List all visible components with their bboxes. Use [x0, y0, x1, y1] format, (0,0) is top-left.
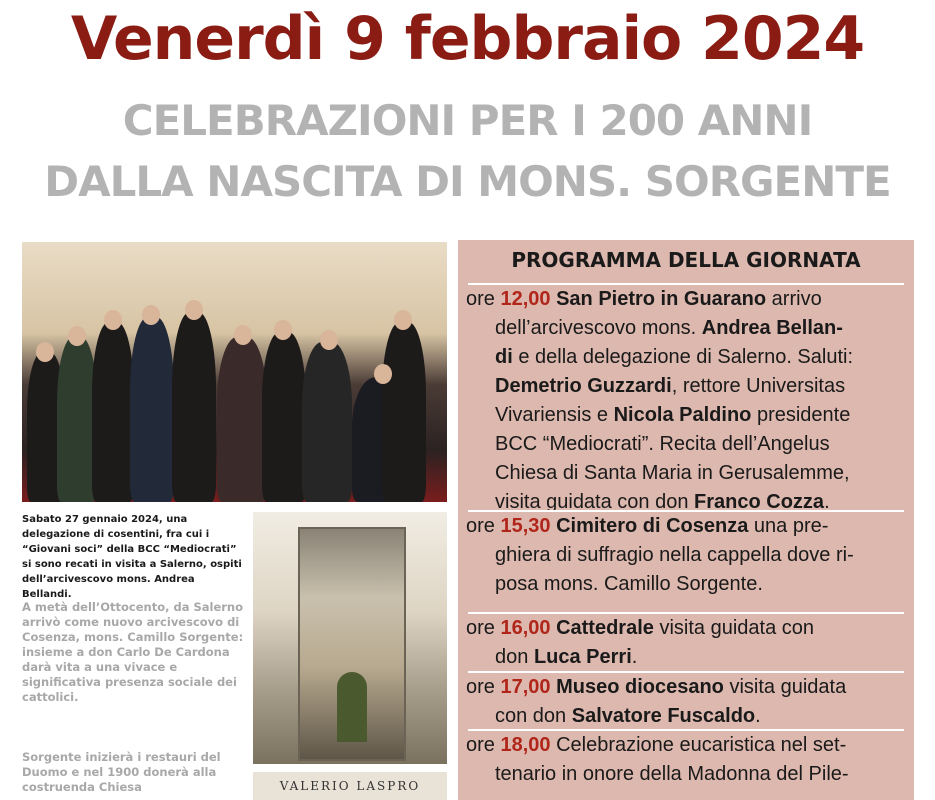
program-entry-line	[466, 343, 906, 372]
program-entry-line	[466, 285, 906, 314]
program-text: .	[824, 491, 830, 513]
program-entry	[466, 614, 906, 672]
program-entry-line	[466, 401, 906, 430]
program-time: 15,30	[500, 515, 557, 537]
program-separator	[468, 612, 904, 614]
altar-photo	[253, 512, 447, 764]
program-text: dell’arcivescovo mons.	[495, 317, 702, 339]
program-time-prefix: ore	[466, 617, 501, 639]
program-text: posa mons. Camillo Sorgente.	[495, 573, 763, 595]
program-entry-line	[466, 760, 906, 789]
subtitle-line-2: DALLA NASCITA DI MONS. SORGENTE	[44, 157, 891, 206]
program-text: una pre-	[748, 515, 829, 537]
program-entry	[466, 512, 906, 599]
program-text: arrivo	[766, 288, 822, 310]
date-headline: Venerdì 9 febbraio 2024	[70, 4, 865, 74]
program-text: Salvatore Fuscaldo	[571, 705, 756, 727]
program-entry	[466, 731, 906, 789]
program-entry-line	[466, 430, 906, 459]
program-text: visita guidata con	[653, 617, 814, 639]
program-text: presidente	[751, 404, 851, 426]
portrait-label: VALERIO LASPRO	[279, 779, 421, 793]
program-text: visita guidata	[723, 676, 847, 698]
program-entry	[466, 285, 906, 517]
program-text: Luca Perri	[533, 646, 632, 668]
program-entry-line	[466, 459, 906, 488]
program-time: 12,00	[500, 288, 557, 310]
program-title: PROGRAMMA DELLA GIORNATA	[511, 248, 861, 272]
subtitle-line-1: CELEBRAZIONI PER I 200 ANNI	[122, 96, 813, 145]
program-text: Museo diocesano	[556, 676, 724, 698]
program-time-prefix: ore	[466, 734, 501, 756]
program-text: Celebrazione eucaristica nel set-	[556, 734, 847, 756]
program-text: , rettore Universitas	[671, 375, 846, 397]
program-text: visita guidata con don	[495, 491, 695, 513]
program-text: con don	[495, 705, 572, 727]
group-photo	[22, 242, 447, 502]
program-entry-line	[466, 512, 906, 541]
photo-caption: Sabato 27 gennaio 2024, una delegazione di cosentini, fra cui i “Giovani soci” della BCC “Mediocrati” si sono recati in visita a Salerno, ospiti dell’arcivescovo mons. Andrea Bellandi.	[22, 514, 242, 600]
program-text: Cattedrale	[556, 617, 654, 639]
program-separator	[468, 729, 904, 731]
program-text: di	[495, 346, 513, 368]
program-entry-line	[466, 702, 906, 731]
portrait-photo	[253, 772, 447, 800]
program-time-prefix: ore	[466, 676, 501, 698]
program-time: 16,00	[500, 617, 557, 639]
program-text: don	[495, 646, 534, 668]
program-time-prefix: ore	[466, 515, 501, 537]
program-entry-line	[466, 372, 906, 401]
program-entry-line	[466, 643, 906, 672]
program-text: e della delegazione di Salerno. Saluti:	[512, 346, 854, 368]
body-paragraph-2: Sorgente inizierà i restauri del Duomo e nel 1900 donerà alla costruenda Chiesa	[22, 750, 221, 794]
program-time-prefix: ore	[466, 288, 501, 310]
program-text: Vivariensis e	[495, 404, 614, 426]
program-text: .	[755, 705, 761, 727]
program-text: Franco Cozza	[694, 491, 825, 513]
program-entry-line	[466, 314, 906, 343]
program-text: ghiera di suffragio nella cappella dove ri-	[495, 544, 854, 566]
program-entry	[466, 673, 906, 731]
program-text: tenario in onore della Madonna del Pile-	[495, 763, 849, 785]
program-text: BCC “Mediocrati”. Recita dell’Angelus	[495, 433, 830, 455]
program-entry-line	[466, 614, 906, 643]
program-text: .	[631, 646, 638, 668]
program-entry-line	[466, 541, 906, 570]
program-entry-line	[466, 673, 906, 702]
program-text: Cimitero di Cosenza	[556, 515, 749, 537]
program-text: Nicola Paldino	[613, 404, 752, 426]
program-entry-line	[466, 570, 906, 599]
program-separator	[468, 671, 904, 673]
program-text: San Pietro in Guarano	[556, 288, 767, 310]
program-text: Andrea Bellan-	[701, 317, 843, 339]
program-box	[458, 240, 914, 800]
program-time: 18,00	[500, 734, 557, 756]
program-separator	[468, 510, 904, 512]
body-paragraph-1: A metà dell’Ottocento, da Salerno arrivò come nuovo arcivescovo di Cosenza, mons. Camillo Sorgente: insieme a don Carlo De Cardona darà vita a una vivace e significativa presenza sociale dei cattolici.	[22, 600, 244, 704]
program-text: Chiesa di Santa Maria in Gerusalemme,	[495, 462, 850, 484]
program-entry-line	[466, 731, 906, 760]
program-text: Demetrio Guzzardi	[495, 375, 672, 397]
program-time: 17,00	[500, 676, 557, 698]
